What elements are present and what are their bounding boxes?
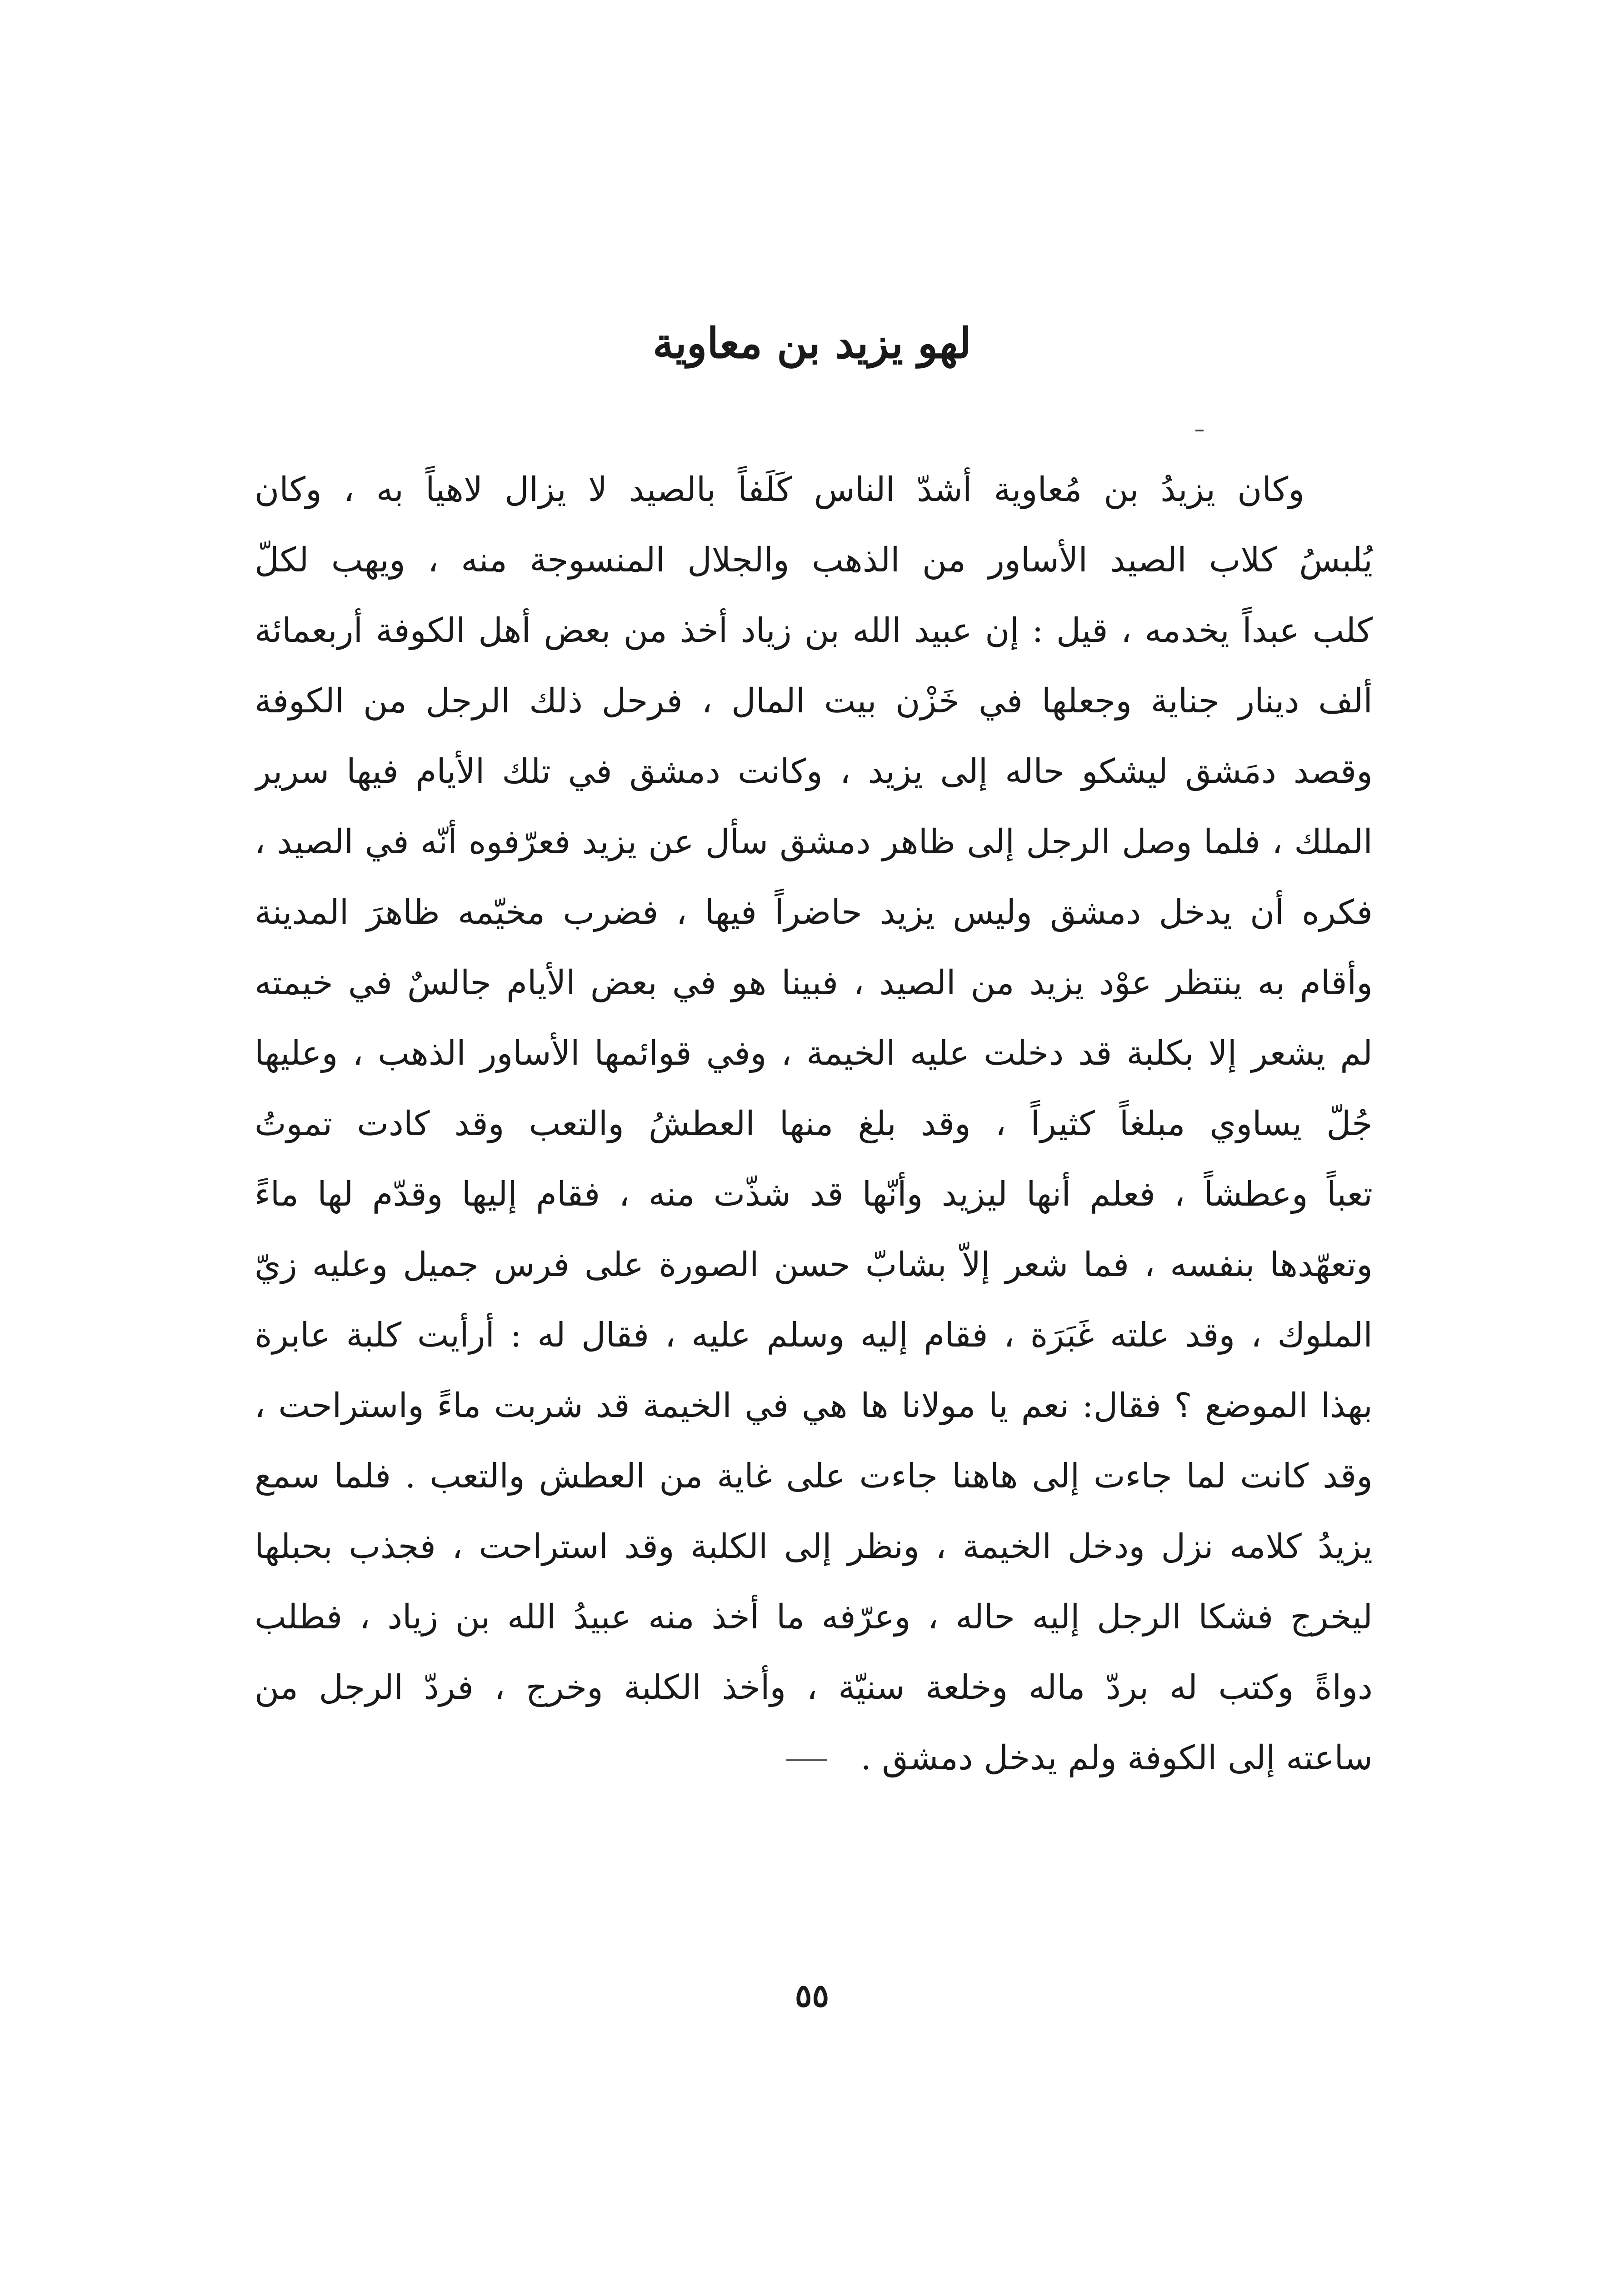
text-line: تعباً وعطشاً ، فعلم أنها ليزيد وأنّها قد شذّت منه ، فقام إليها وقدّم لها ماءً [255, 1175, 1373, 1214]
text-line: الملوك ، وقد علته غَبَرَة ، فقام إليه وسلم عليه ، فقال له : أرأيت كلبة عابرة [255, 1316, 1373, 1355]
end-rule [786, 1759, 827, 1761]
text-line: جُلّ يساوي مبلغاً كثيراً ، وقد بلغ منها العطشُ والتعب وقد كادت تموتُ [255, 1104, 1373, 1143]
text-line: وتعهّدها بنفسه ، فما شعر إلاّ بشابّ حسن الصورة على فرس جميل وعليه زيّ [255, 1245, 1373, 1284]
decorative-mark [1195, 430, 1204, 431]
text-line: بهذا الموضع ؟ فقال: نعم يا مولانا ها هي في الخيمة قد شربت ماءً واستراحت ، [255, 1386, 1373, 1425]
text-line: وقد كانت لما جاءت إلى هاهنا جاءت على غاية من العطش والتعب . فلما سمع [255, 1457, 1373, 1496]
text-line: ليخرج فشكا الرجل إليه حاله ، وعرّفه ما أخذ منه عبيدُ الله بن زياد ، فطلب [255, 1597, 1373, 1637]
text-line: وكان يزيدُ بن مُعاوية أشدّ الناس كَلَفاً بالصيد لا يزال لاهياً به ، وكان [255, 470, 1304, 509]
text-line: فكره أن يدخل دمشق وليس يزيد حاضراً فيها ، فضرب مخيّمه ظاهرَ المدينة [255, 893, 1373, 932]
page-number: ٥٥ [795, 1977, 829, 2014]
body-paragraph [255, 455, 1373, 1793]
text-line: دواةً وكتب له بردّ ماله وخلعة سنيّة ، وأخذ الكلبة وخرج ، فردّ الرجل من [255, 1668, 1373, 1707]
text-line: وأقام به ينتظر عوْد يزيد من الصيد ، فبينا هو في بعض الأيام جالسٌ في خيمته [255, 963, 1373, 1002]
text-line: ألف دينار جناية وجعلها في خَزْن بيت المال ، فرحل ذلك الرجل من الكوفة [255, 681, 1373, 721]
text-line: الملك ، فلما وصل الرجل إلى ظاهر دمشق سأل عن يزيد فعرّفوه أنّه في الصيد ، [255, 822, 1373, 861]
text-line: يزيدُ كلامه نزل ودخل الخيمة ، ونظر إلى الكلبة وقد استراحت ، فجذب بحبلها [255, 1527, 1373, 1566]
chapter-title: لهو يزيد بن معاوية [652, 319, 971, 368]
text-line: كلب عبداً يخدمه ، قيل : إن عبيد الله بن زياد أخذ من بعض أهل الكوفة أربعمائة [255, 611, 1373, 650]
text-line: وقصد دمَشق ليشكو حاله إلى يزيد ، وكانت دمشق في تلك الأيام فيها سرير [255, 752, 1373, 791]
text-line: لم يشعر إلا بكلبة قد دخلت عليه الخيمة ، وفي قوائمها الأساور الذهب ، وعليها [255, 1034, 1373, 1073]
text-line: ساعته إلى الكوفة ولم يدخل دمشق . [860, 1738, 1373, 1777]
text-line: يُلبسُ كلاب الصيد الأساور من الذهب والجلال المنسوجة منه ، ويهب لكلّ [255, 541, 1373, 580]
